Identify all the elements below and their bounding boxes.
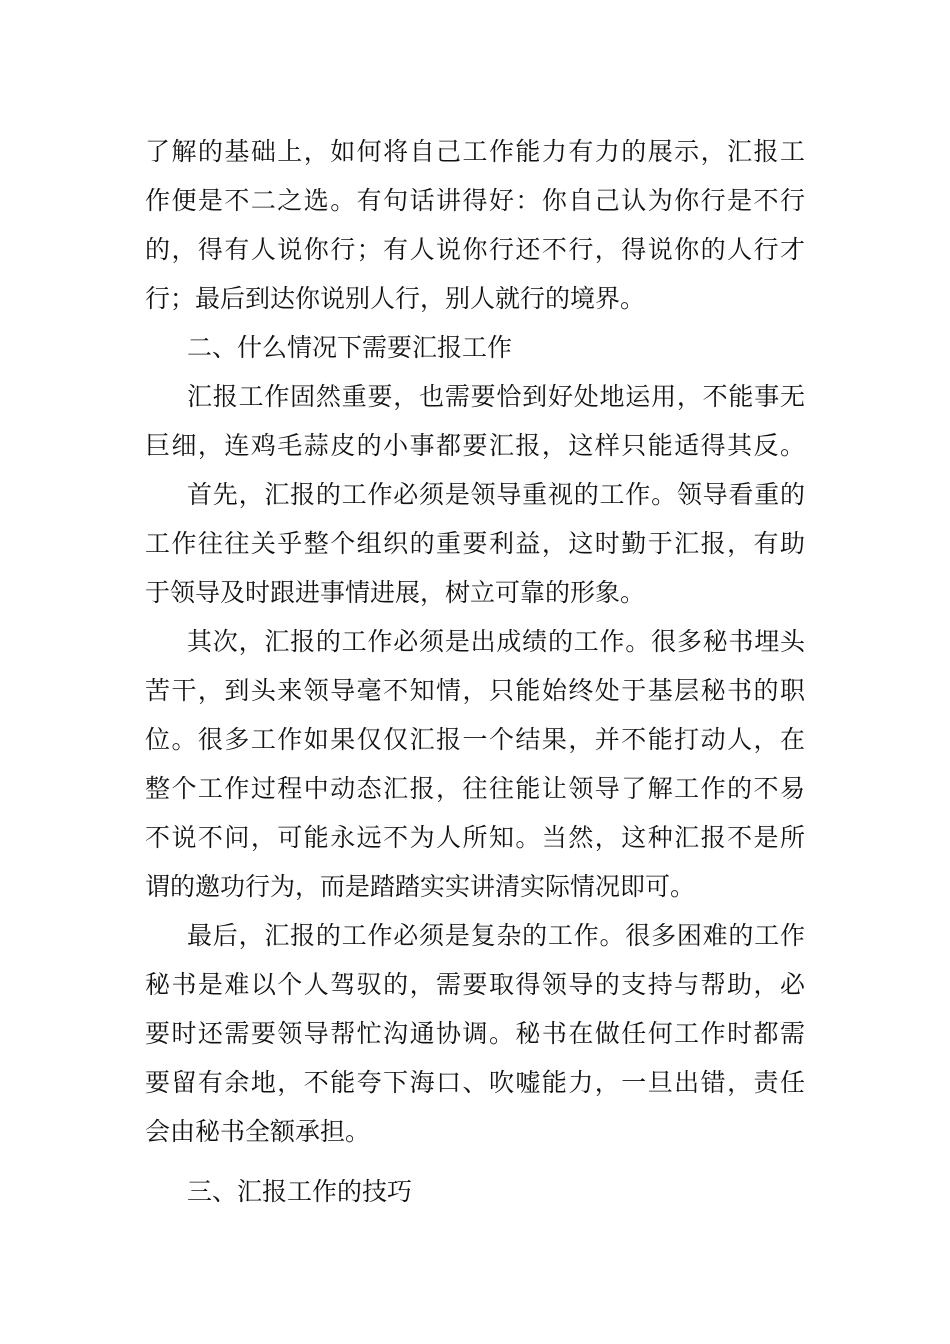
text-line: 行；最后到达你说别人行，别人就行的境界。: [145, 284, 646, 313]
text-line: 要时还需要领导帮忙沟通协调。秘书在做任何工作时都需: [145, 1019, 805, 1048]
text-line: 其次，汇报的工作必须是出成绩的工作。很多秘书埋头: [187, 627, 805, 656]
text-line: 于领导及时跟进事情进展，树立可靠的形象。: [145, 578, 646, 607]
text-line: 工作往往关乎整个组织的重要利益，这时勤于汇报，有助: [145, 529, 805, 558]
section-heading: 三、汇报工作的技巧: [187, 1177, 413, 1206]
text-line: 汇报工作固然重要，也需要恰到好处地运用，不能事无: [187, 382, 805, 411]
text-line: 位。很多工作如果仅仅汇报一个结果，并不能打动人，在: [145, 725, 805, 754]
text-line: 作便是不二之选。有句话讲得好：你自己认为你行是不行: [145, 186, 805, 215]
text-line: 了解的基础上，如何将自己工作能力有力的展示，汇报工: [145, 137, 805, 166]
text-line: 谓的邀功行为，而是踏踏实实讲清实际情况即可。: [145, 872, 696, 901]
text-line: 的，得有人说你行；有人说你行还不行，得说你的人行才: [145, 235, 805, 264]
text-line: 苦干，到头来领导毫不知情，只能始终处于基层秘书的职: [145, 676, 805, 705]
text-line: 首先，汇报的工作必须是领导重视的工作。领导看重的: [187, 480, 805, 509]
section-heading: 二、什么情况下需要汇报工作: [187, 333, 513, 362]
text-line: 会由秘书全额承担。: [145, 1117, 371, 1146]
text-line: 要留有余地，不能夸下海口、吹嘘能力，一旦出错，责任: [145, 1068, 805, 1097]
text-line: 整个工作过程中动态汇报，往往能让领导了解工作的不易: [145, 774, 805, 803]
text-line: 最后，汇报的工作必须是复杂的工作。很多困难的工作: [187, 921, 805, 950]
text-line: 秘书是难以个人驾驭的，需要取得领导的支持与帮助，必: [145, 970, 805, 999]
text-line: 不说不问，可能永远不为人所知。当然，这种汇报不是所: [145, 823, 805, 852]
text-line: 巨细，连鸡毛蒜皮的小事都要汇报，这样只能适得其反。: [145, 431, 805, 460]
